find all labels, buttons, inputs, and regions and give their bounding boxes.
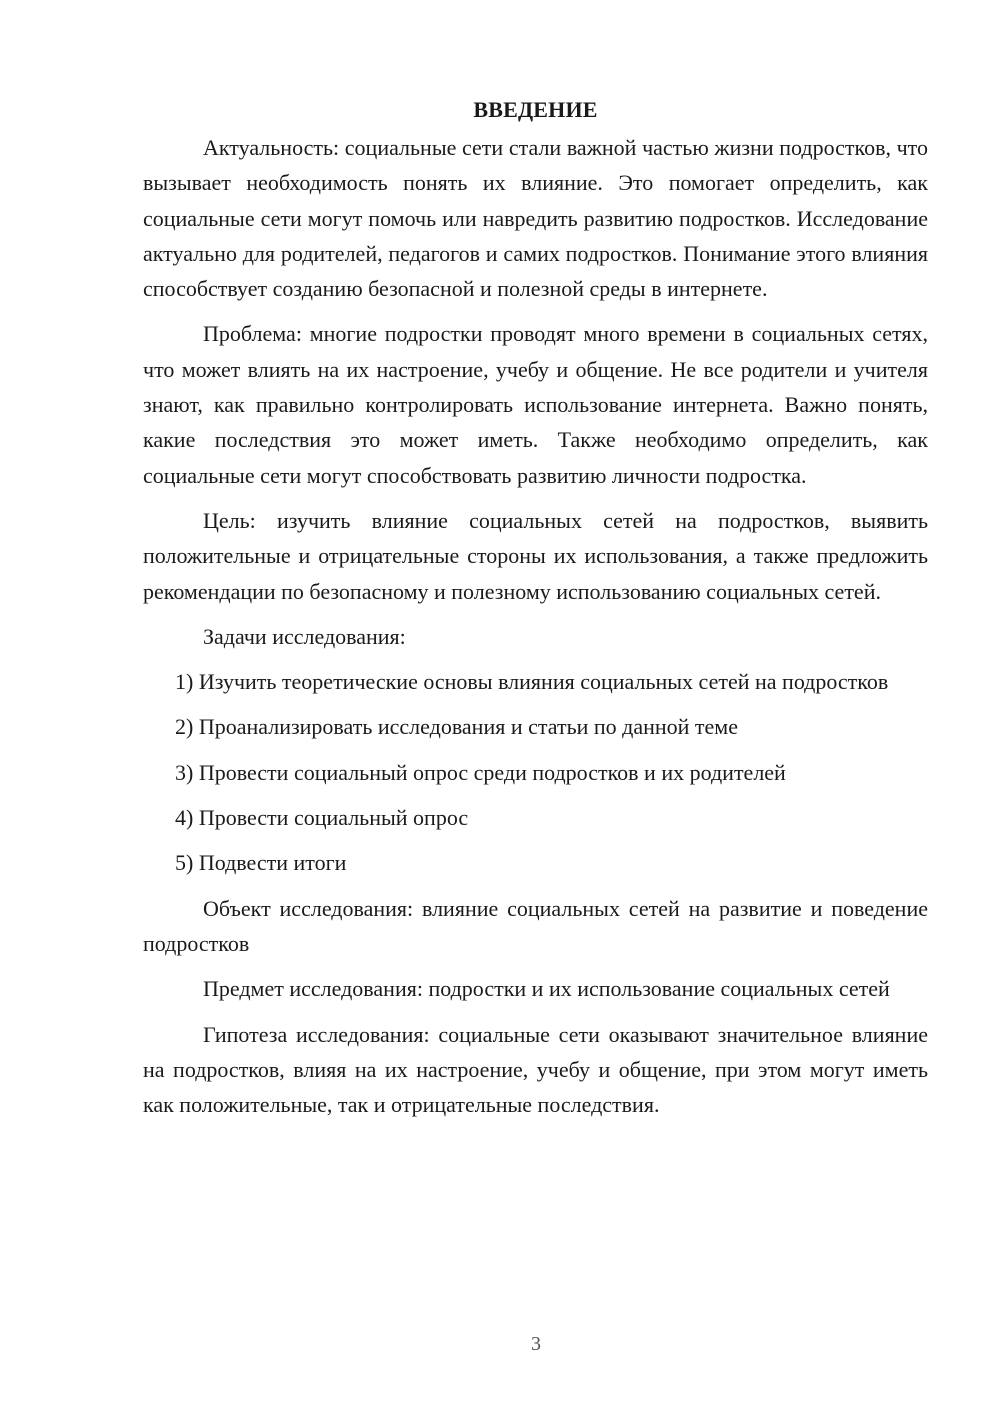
- relevance-paragraph: Актуальность: социальные сети стали важной частью жизни подростков, что вызывает необходимость понять их влияние. Это помогает определить, как социальные сети могут помочь или навредить развитию подростков. Исследование актуально для родителей, педагогов и самих подростков. Понимание этого влияния способствует созданию безопасной и полезной среды в интернете.: [143, 135, 928, 302]
- tasks-heading: Задачи исследования:: [203, 623, 406, 649]
- hypothesis-paragraph: Гипотеза исследования: социальные сети оказывают значительное влияние на подростков, влияя на их настроение, учебу и общение, при этом могут иметь как положительные, так и отрицательные последствия.: [143, 1021, 928, 1118]
- task-item-1: 1) Изучить теоретические основы влияния социальных сетей на подростков: [175, 669, 889, 695]
- task-item-5: 5) Подвести итоги: [175, 850, 347, 876]
- problem-paragraph: Проблема: многие подростки проводят много времени в социальных сетях, что может влиять на их настроение, учебу и общение. Не все родители и учителя знают, как правильно контролировать использование интернета. Важно понять, какие последствия это может иметь. Также необходимо определить, как социальные сети могут способствовать развитию личности подростка.: [143, 321, 928, 488]
- page-content: [143, 92, 928, 1132]
- object-paragraph: Объект исследования: влияние социальных сетей на развитие и поведение подростков: [143, 895, 928, 956]
- task-item-3: 3) Провести социальный опрос среди подростков и их родителей: [175, 759, 786, 785]
- task-item-4: 4) Провести социальный опрос: [175, 805, 469, 831]
- task-item-2: 2) Проанализировать исследования и статьи по данной теме: [175, 714, 738, 740]
- subject-paragraph: Предмет исследования: подростки и их использование социальных сетей: [203, 976, 890, 1002]
- section-title: ВВЕДЕНИЕ: [473, 97, 598, 122]
- goal-paragraph: Цель: изучить влияние социальных сетей на подростков, выявить положительные и отрицательные стороны их использования, а также предложить рекомендации по безопасному и полезному использованию социальных сетей.: [143, 507, 928, 604]
- page-number: 3: [531, 1333, 541, 1355]
